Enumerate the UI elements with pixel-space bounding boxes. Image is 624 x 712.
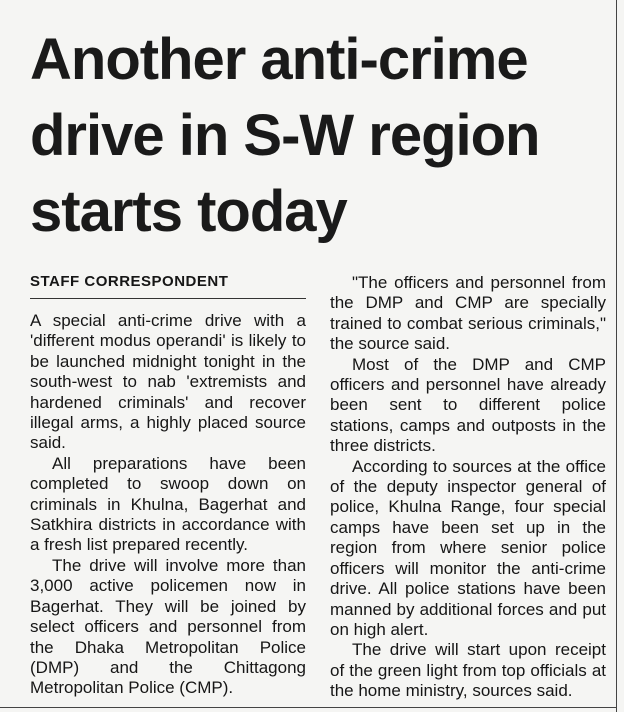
headline xyxy=(30,22,610,250)
headline-line-2: drive in S-W region xyxy=(30,103,540,168)
paragraph-4: "The officers and personnel from the DMP and CMP are specially trained to combat serious criminals," the source said. xyxy=(330,273,606,354)
paragraph-5: Most of the DMP and CMP officers and personnel have already been sent to different police stations, camps and outposts in the three districts. xyxy=(330,354,606,456)
paragraph-2: All preparations have been completed to swoop down on criminals in Khulna, Bagerhat and Satkhira districts in accordance with a fresh list prepared recently. xyxy=(30,453,306,555)
article-column-left xyxy=(30,272,306,699)
byline: STAFF CORRESPONDENT xyxy=(30,272,306,299)
headline-line-3: starts today xyxy=(30,179,347,244)
paragraph-6: According to sources at the office of the deputy inspector general of police, Khulna Range, four special camps have been set up in the region from where senior police officers will monitor the anti-crime drive. All police stations have been manned by additional forces and put on high alert. xyxy=(330,456,606,639)
article-column-right xyxy=(330,273,606,702)
page-rule-bottom xyxy=(0,707,616,708)
paragraph-7: The drive will start upon receipt of the green light from top officials at the home ministry, sources said. xyxy=(330,640,606,701)
column-rule-right xyxy=(616,0,617,712)
paragraph-3: The drive will involve more than 3,000 active policemen now in Bagerhat. They will be joined by select officers and personnel from the Dhaka Metropolitan Police (DMP) and the Chittagong Metropolitan Police (CMP). xyxy=(30,555,306,698)
headline-line-1: Another anti-crime xyxy=(30,27,528,92)
paragraph-1: A special anti-crime drive with a 'different modus operandi' is likely to be launched midnight tonight in the south-west to nab 'extremists and hardened criminals' and recover illegal arms, a highly placed source said. xyxy=(30,311,306,453)
